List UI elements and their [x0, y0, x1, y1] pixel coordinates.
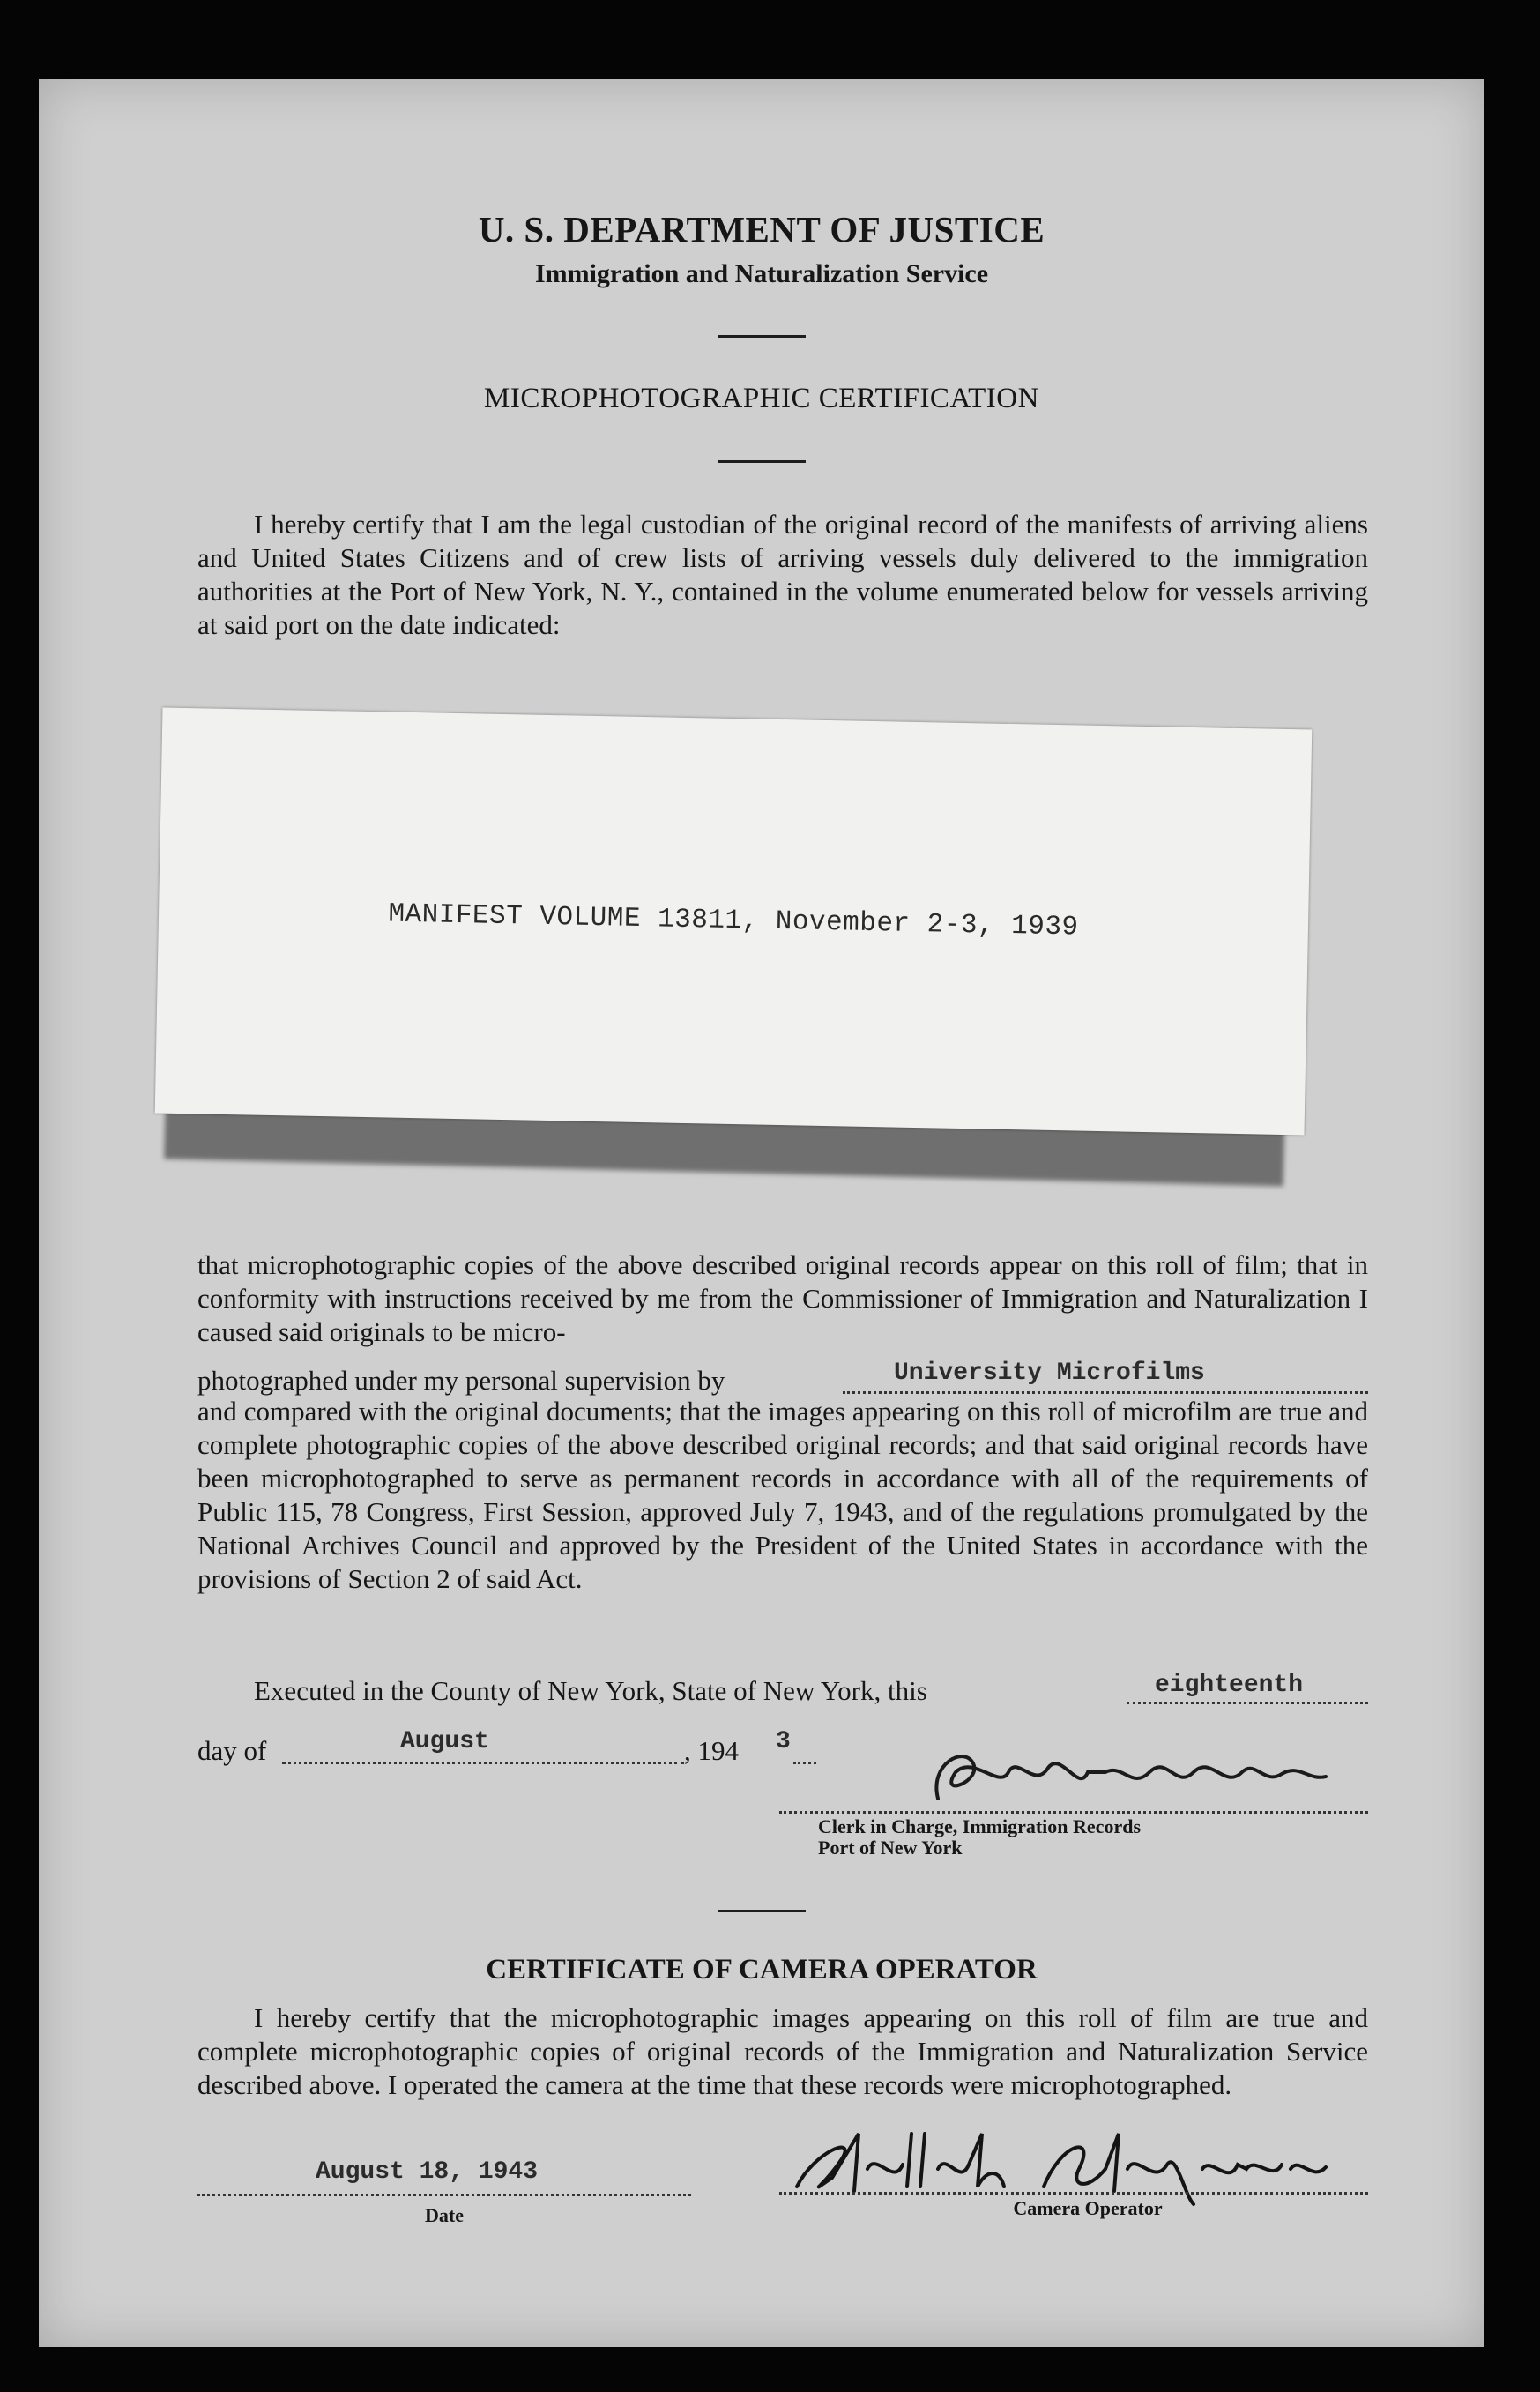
divider-rule — [718, 460, 806, 463]
divider-rule — [718, 335, 806, 338]
manifest-card — [155, 708, 1313, 1136]
filmer-name: University Microfilms — [890, 1360, 1209, 1387]
photographed-by-line — [197, 1360, 1368, 1395]
certification-intro: I hereby certify that I am the legal custodian of the original record of the manifests of arriving aliens and United States Citizens and of crew lists of arriving vessels duly delivered to the immigration authorities at the Port of New York, N. Y., contained in the volume enumerated below for vessels arriving at said port on the date indicated: — [197, 509, 1368, 640]
fill-line — [282, 1755, 684, 1764]
year-prefix: , 194 — [684, 1735, 739, 1766]
day-of-line — [197, 1728, 850, 1767]
executed-line — [197, 1672, 1368, 1709]
day-of-label: day of — [197, 1735, 267, 1766]
body-paragraph-a: that microphotographic copies of the above described original records appear on this roll of film; that in conformity with instructions received by me from the Commissioner of Immigration and Naturalization I caused said originals to be micro- — [197, 1249, 1368, 1347]
camera-date-field — [197, 2158, 691, 2197]
day-value: eighteenth — [1151, 1672, 1306, 1699]
clerk-signature — [903, 1737, 1379, 1816]
clerk-signature-line — [779, 1807, 1368, 1814]
operator-signature-line — [779, 2188, 1368, 2195]
department-title: U. S. DEPARTMENT OF JUSTICE — [478, 209, 1045, 250]
certificate-page — [39, 79, 1484, 2347]
camera-date-value: August 18, 1943 — [312, 2158, 541, 2186]
year-digit: 3 — [776, 1728, 791, 1755]
body-paragraph-b: and compared with the original documents; that the images appearing on this roll of microfilm are true and complete photographic copies of the above described original records; and that said original records have been microphotographed to serve as permanent records in accordance with all of the requirements of Public 115, 78 Congress, First Session, approved July 7, 1943, and of the regulations promulgated by the National Archives Council and approved by the President of the United States in accordance with the provisions of Section 2 of said Act. — [197, 1396, 1368, 1594]
certification-title: MICROPHOTOGRAPHIC CERTIFICATION — [484, 383, 1039, 414]
service-subtitle: Immigration and Naturalization Service — [534, 259, 989, 288]
fill-line — [793, 1755, 816, 1764]
divider-rule — [718, 1910, 806, 1912]
month-value: August — [397, 1728, 493, 1755]
camera-certificate-text: I hereby certify that the microphotographic images appearing on this roll of film are true and complete microphotographic copies of original records of the Immigration and Naturalization Service described above. I operated the camera at the time that these records were microphotographed. — [197, 2002, 1368, 2100]
manifest-volume-text: MANIFEST VOLUME 13811, November 2-3, 1939 — [388, 898, 1079, 943]
fill-line — [197, 2187, 691, 2196]
executed-label: Executed in the County of New York, State of New York, this — [254, 1675, 927, 1706]
camera-date-label: Date — [425, 2204, 464, 2226]
camera-operator-label: Camera Operator — [1013, 2197, 1163, 2219]
clerk-title-line1: Clerk in Charge, Immigration Records — [818, 1815, 1142, 1837]
clerk-title-line2: Port of New York — [818, 1837, 963, 1859]
camera-certificate-title: CERTIFICATE OF CAMERA OPERATOR — [486, 1954, 1038, 1986]
photographed-by-label: photographed under my personal supervision by — [197, 1365, 725, 1396]
